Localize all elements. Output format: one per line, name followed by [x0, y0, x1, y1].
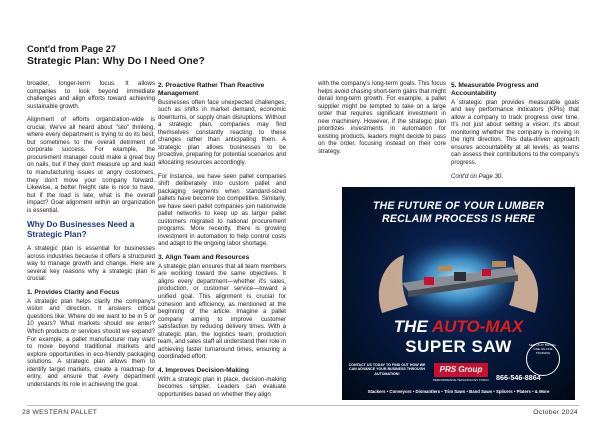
article-column-2 [158, 80, 286, 404]
paragraph: Businesses often face unexpected challenges, such as shifts in market demand, economic downturns, or supply chain disruptions. Without a strategic plan, companies may find themselves constantly reacting to these changes rather than anticipating them. A strategic plan allows businesses to be proactive, preparing for potential scenarios and allocating resources accordingly. [158, 98, 286, 166]
paragraph: broader, longer-term focus. It allows companies to look beyond immediate challenges and align efforts toward achieving sustainable growth. [27, 80, 155, 110]
article-header [27, 44, 205, 68]
paragraph: A strategic plan ensures that all team members are working toward the same objectives. It aligns every department—whether it's sales, production, or customer service—toward a unified goal. This alignment is crucial for cohesion and efficiency, as mentioned at the beginning of the article. Imagine a pallet company aiming to improve customer satisfaction by reducing delivery times. With a strategic plan, the logistics team, production team, and sales staff all understand their role in achieving faster turnaround times, ensuring a coordinated effort. [158, 262, 286, 361]
subsection-heading: 1. Provides Clarity and Focus [27, 289, 120, 297]
continued-from-label: Cont'd from Page 27 [27, 44, 116, 54]
ad-phone-number[interactable]: 866-546-8864 [496, 373, 541, 382]
paragraph: A strategic plan is essential for businesses across industries because it offers a structured way to manage growth and change. Here are several key reasons why a strategic plan is crucial: [27, 245, 155, 283]
booth-seal-icon [526, 342, 560, 376]
subsection-heading: 2. Proactive Rather Than Reactive Management [158, 82, 265, 97]
ad-product-name: SUPER SAW [405, 337, 512, 356]
ad-brand-name [342, 317, 575, 337]
article-title: Strategic Plan: Why Do I Need One? [27, 56, 205, 67]
page-number-and-publication: 28 WESTERN PALLET [22, 409, 98, 416]
paragraph: With a strategic plan in place, decision-making becomes simpler. Leaders can evaluate opportunities based on whether they align [158, 375, 286, 398]
paragraph: Alignment of efforts organization-wide is crucial. We've all heard about "silo" thinking, where every department is trying to do its best, but sometimes to the overall detriment of corporate success. For example, the procurement manager could make a great buy on nails, but if they don't measure up and lead to manufacturing issues or angry customers, they don't move your company forward. Likewise, a better freight rate is nice to have, but if the load is late, what is the overall impact? Goal alignment within an organization is essential. [27, 116, 155, 214]
subsection-heading: 4. Improves Decision-Making [158, 366, 249, 374]
continued-on-label: Cont'd on Page 30. [451, 172, 503, 180]
subsection-heading: 3. Align Team and Resources [158, 253, 250, 261]
crystal-ball-saw-illustration [342, 225, 575, 317]
ad-headline: THE FUTURE OF YOUR LUMBER [372, 200, 545, 212]
paragraph: A strategic plan provides measurable goals and key performance indicators (KPIs) that allow a company to track progress over time. It's not just about setting a vision; it's about monitoring whether the company is moving in the right direction. This data-driven approach ensures accountability at all levels, as teams can assess their contributions to the company's progress. [451, 98, 579, 166]
paragraph: For instance, we have seen pallet companies shift deliberately into custom pallet and packaging segments when standard-sized pallets have become too competitive. Similarly, we have seen pallet companies join nationwide pallet networks to keep up as larger pallet customers migrated to national procurement programs. More recently, there is growing investment in automation to help control costs and adapt to the ongoing labor shortage. [158, 172, 286, 248]
section-heading: Why Do Businesses Need a Strategic Plan? [27, 220, 135, 240]
ad-brand-accent: AUTO-MAX [431, 317, 524, 336]
article-column-1 [27, 80, 155, 394]
paragraph: with the company's long-term goals. This focus helps avoid chasing short-term gains that might derail long-term growth. For example, a pallet supplier might be tempted to take on a large order that requires significant investment in new machinery. However, if the strategic plan prioritizes investments in automation for existing products, leaders might decide to pass on the order, focusing instead on their core strategy. [318, 80, 446, 155]
issue-date: October 2024 [533, 409, 578, 416]
subsection-heading: 5. Measurable Progress and Accountability [451, 82, 539, 97]
company-tagline: PERFORMANCE TECHNOLOGY TODAY [433, 378, 489, 382]
ad-product-list: Stackers • Conveyors • Dismantlers • Trim Saws • Band Saws • Splicers • Platers • & More [367, 389, 550, 394]
advertisement[interactable] [342, 187, 575, 400]
ad-brand-prefix: THE [393, 317, 432, 336]
paragraph: A strategic plan helps clarify the company's vision and direction. It answers critical questions like: Where do we want to be in 5 or 10 years? What markets should we enter? Which products or services should we expand? For example, a pallet manufacturer may want to move beyond traditional markets and explore opportunities in eco-friendly packaging solutions. A strategic plan allows them to identify target markets, create a roadmap for entry, and ensure that every department understands its role in achieving the goal. [27, 297, 155, 388]
ad-headline: RECLAIM PROCESS IS HERE [382, 213, 535, 225]
company-logo: PRS Group [434, 363, 488, 377]
ad-contact-text: CONTACT US TODAY TO FIND OUT HOW WE CAN ADVANCE YOUR BUSINESS THROUGH AUTOMATION! [348, 363, 426, 376]
footer-divider [27, 405, 579, 406]
booth-seal-text: SEE US AT BOOTH - ONE ON ONE TRAINING [528, 343, 558, 355]
article-column-3 [318, 80, 446, 161]
article-column-4 [451, 80, 579, 186]
